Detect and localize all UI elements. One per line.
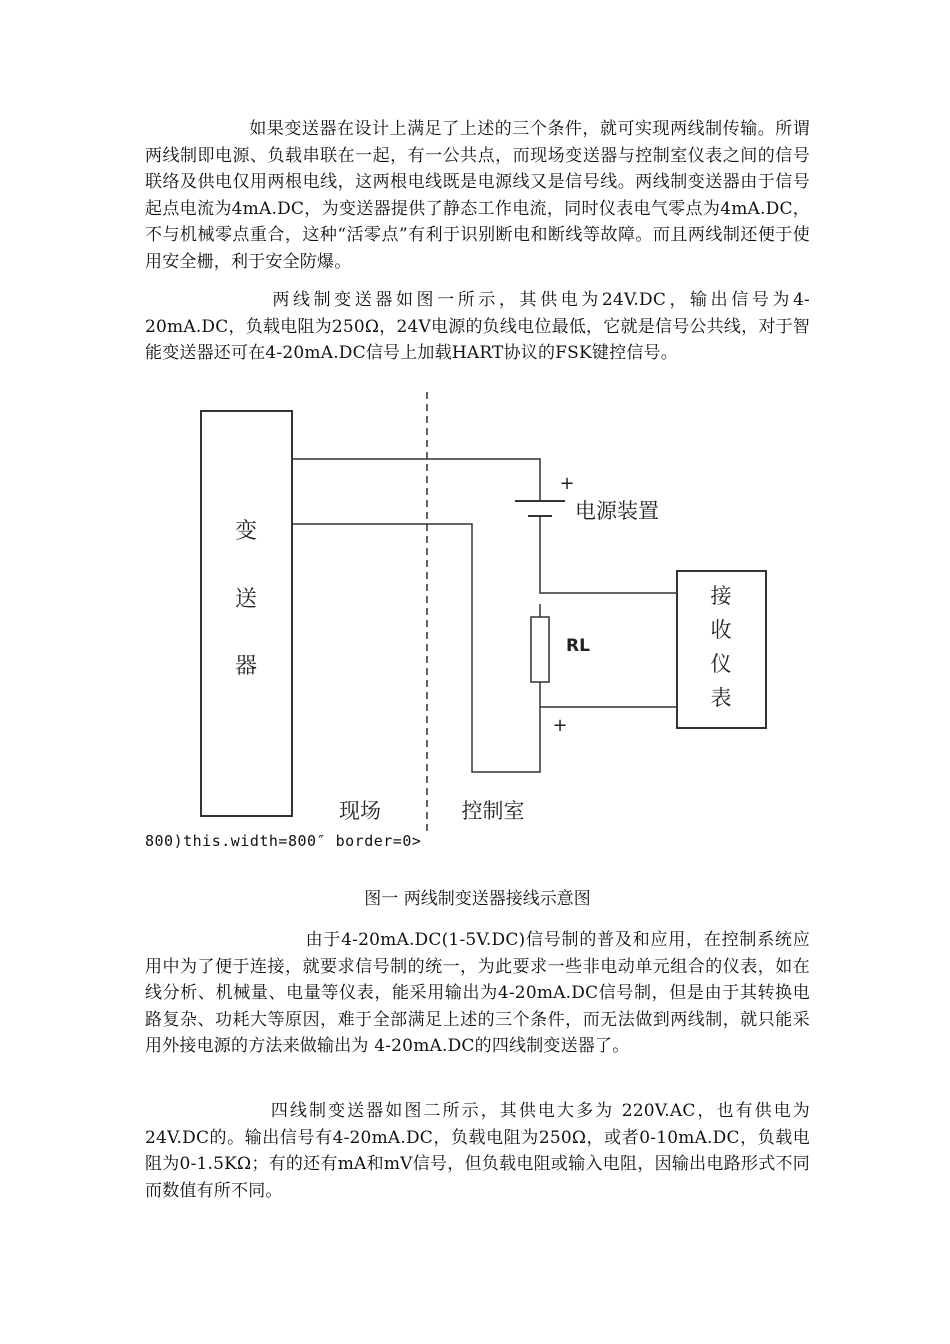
- transmitter-char-3: 器: [234, 654, 258, 679]
- paragraph-4: 四线制变送器如图二所示，其供电大多为 220V.AC，也有供电为24V.DC的。输出信号有4-20mA.DC，负载电阻为250Ω，或者0-10mA.DC，负载电阻为0-1.5KΩ；有的还有mA和mV信号，但负载电阻或输入电阻，因输出电路形式不同而数值有所不同。: [145, 1101, 810, 1201]
- paragraph-1: 如果变送器在设计上满足了上述的三个条件，就可实现两线制传输。所谓两线制即电源、负载串联在一起，有一公共点，而现场变送器与控制室仪表之间的信号联络及供电仅用两根电线，这两根电线既是电源线又是信号线。两线制变送器由于信号起点电流为4mA.DC，为变送器提供了静态工作电流，同时仪表电气零点为4mA.DC，不与机械零点重合，这种“活零点”有利于识别断电和断线等故障。而且两线制还便于使用安全栅，利于安全防爆。: [145, 119, 810, 272]
- transmitter-char-2: 送: [234, 587, 258, 612]
- leftover-html-text: 800)this.width=800″ border=0>: [145, 832, 422, 850]
- receiver-char-4: 表: [710, 686, 732, 710]
- two-wire-wiring-diagram: [182, 388, 788, 832]
- receiver-char-3: 仪: [710, 652, 732, 676]
- plus-top: +: [559, 473, 575, 494]
- plus-bottom: +: [552, 715, 568, 736]
- transmitter-char-1: 变: [234, 519, 258, 544]
- power-supply-label: 电源装置: [575, 499, 659, 523]
- control-room-label: 控制室: [461, 799, 525, 823]
- resistor-label: RL: [566, 636, 590, 656]
- field-zone-label: 现场: [339, 799, 381, 823]
- figure-caption: 图一 两线制变送器接线示意图: [364, 889, 591, 909]
- paragraph-3: 由于4-20mA.DC(1-5V.DC)信号制的普及和应用，在控制系统应用中为了便于连接，就要求信号制的统一，为此要求一些非电动单元组合的仪表，如在线分析、机械量、电量等仪表，能采用输出为4-20mA.DC信号制，但是由于其转换电路复杂、功耗大等原因，难于全部满足上述的三个条件，而无法做到两线制，就只能采用外接电源的方法来做输出为 4-20mA.DC的四线制变送器了。: [145, 930, 810, 1056]
- paragraph-2: 两线制变送器如图一所示，其供电为24V.DC，输出信号为4-20mA.DC，负载电阻为250Ω，24V电源的负线电位最低，它就是信号公共线，对于智能变送器还可在4-20mA.DC信号上加载HART协议的FSK键控信号。: [145, 290, 810, 363]
- receiver-char-2: 收: [710, 618, 732, 642]
- receiver-char-1: 接: [710, 584, 732, 608]
